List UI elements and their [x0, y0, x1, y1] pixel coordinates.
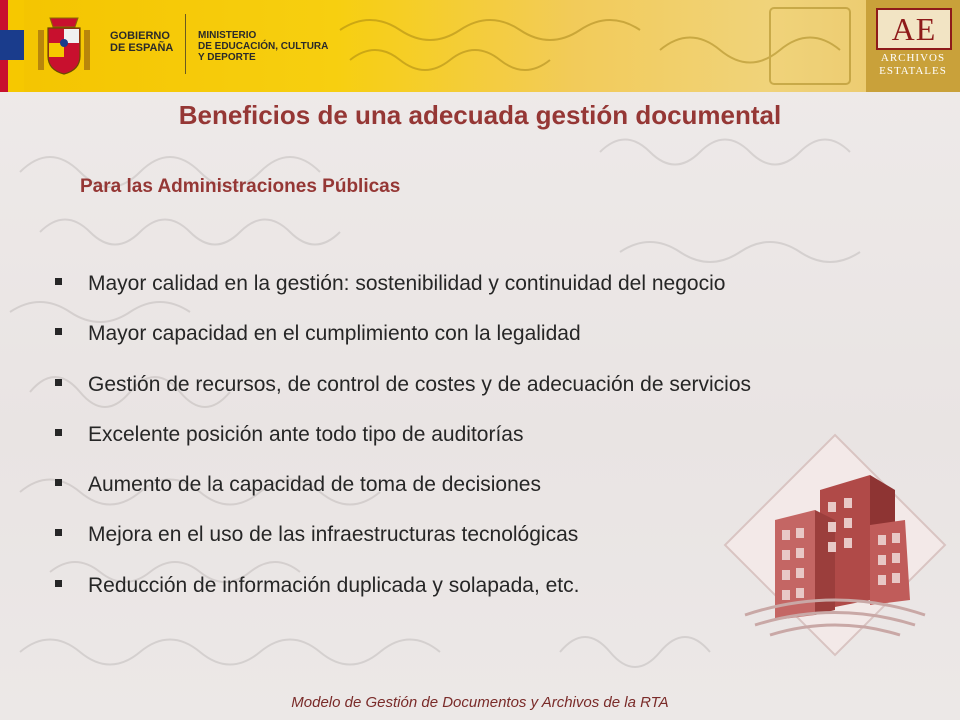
building-illustration-icon [720, 430, 950, 660]
slide: GOBIERNO DE ESPAÑA MINISTERIO DE EDUCACIÓN, CULTURA Y DEPORTE AE ARCHIVOS ESTATALES Beneficios de una adecuada gestión documental Para las Administraciones Públicas Mayor calidad en la gestión: sostenibilidad y continuidad del negocio Mayor capacidad en el cumplimiento con la legalidad Gestión de recursos, de control de costes y de adecuación de servicios Excelente posición ante todo tipo de auditorías Aumento de la capacidad de toma de decisiones Mejora en el uso de las infraestructuras tecnológicas Reducción de información duplicada y solapada, etc. Modelo de Gestión de Documentos y Archivos de la RTA [0, 0, 960, 720]
decorative-banner-image [330, 0, 865, 92]
footer-caption: Modelo de Gestión de Documentos y Archivos de la RTA [291, 694, 669, 711]
government-label: GOBIERNO DE ESPAÑA [110, 30, 174, 54]
square-bullet-icon [55, 529, 62, 536]
square-bullet-icon [55, 479, 62, 486]
coat-of-arms-icon [34, 12, 94, 82]
section-subtitle: Para las Administraciones Públicas [80, 176, 401, 197]
archivos-estatales-logo: AE ARCHIVOS ESTATALES [866, 0, 960, 92]
eu-flag-icon [0, 30, 24, 60]
header-banner [0, 0, 960, 92]
square-bullet-icon [55, 580, 62, 587]
flag-strip [0, 0, 24, 92]
square-bullet-icon [55, 379, 62, 386]
square-bullet-icon [55, 328, 62, 335]
page-title: Beneficios de una adecuada gestión documental [178, 100, 782, 130]
header-divider [185, 14, 186, 74]
square-bullet-icon [55, 429, 62, 436]
ministry-label: MINISTERIO DE EDUCACIÓN, CULTURA Y DEPORTE [198, 30, 329, 63]
square-bullet-icon [55, 278, 62, 285]
